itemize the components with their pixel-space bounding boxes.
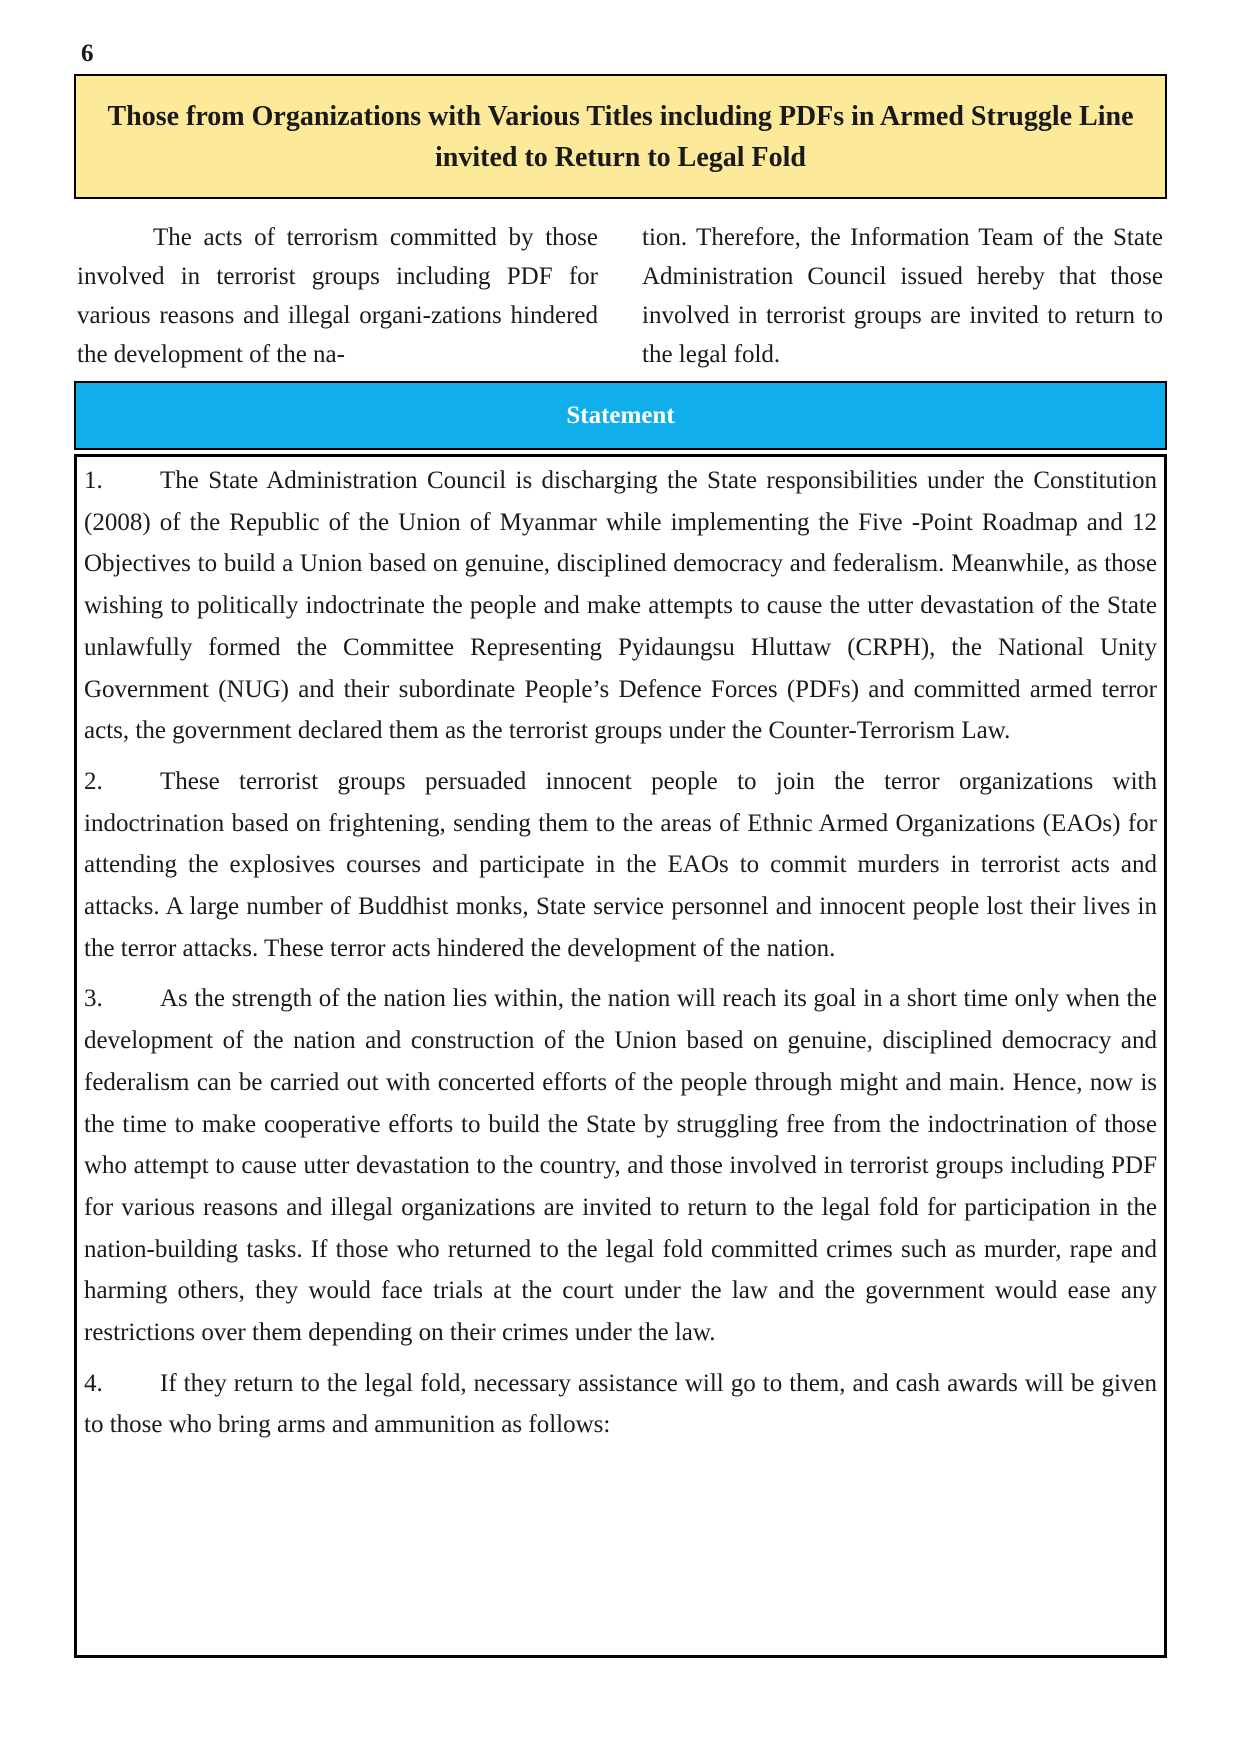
paragraph-number: 1.: [84, 467, 103, 494]
statement-box: [74, 454, 1167, 1658]
page-number: 6: [81, 40, 94, 67]
paragraph-text: The State Administration Council is discharging the State responsibilities under the Constitution (2008) of the Republic of the Union of Myanmar while implementing the Five -Point Roadmap and 12 Objectives to build a Union based on genuine, disciplined democracy and federalism. Meanwhile, as those wishing to politically indoctrinate the people and make attempts to cause the utter devastation of the State unlawfully formed the Committee Representing Pyidaungsu Hluttaw (CRPH), the National Unity Government (NUG) and their subordinate People’s Defence Forces (PDFs) and committed armed terror acts, the government declared them as the terrorist groups under the Counter-Terrorism Law.: [84, 467, 1157, 745]
paragraph-number: 2.: [84, 767, 103, 795]
statement-heading: Statement: [566, 401, 675, 429]
statement-paragraph-3: [84, 978, 1157, 1353]
intro-right-column: tion. Therefore, the Information Team of the State Administration Council issued hereby that those involved in terrorist groups are invited to return to the legal fold.: [642, 224, 1163, 368]
paragraph-text: These terrorist groups persuaded innocent people to join the terror organizations with indoctrination based on frightening, sending them to the areas of Ethnic Armed Organizations (EAOs) for attending the explosives courses and participate in the EAOs to commit murders in terrorist acts and attacks. A large number of Buddhist monks, State service personnel and innocent people lost their lives in the terror attacks. These terror acts hindered the development of the nation.: [84, 767, 1157, 962]
intro-section: [77, 218, 1163, 374]
statement-heading-bar: [74, 381, 1167, 450]
statement-paragraph-1: [84, 460, 1157, 752]
paragraph-text: If they return to the legal fold, necessary assistance will go to them, and cash awards will be given to those who bring arms and ammunition as follows:: [84, 1369, 1157, 1439]
paragraph-text: As the strength of the nation lies within, the nation will reach its goal in a short time only when the development of the nation and construction of the Union based on genuine, disciplined democracy and federalism can be carried out with concerted efforts of the people through might and main. Hence, now is the time to make cooperative efforts to build the State by struggling free from the indoctrination of those who attempt to cause utter devastation to the country, and those involved in terrorist groups including PDF for various reasons and illegal organizations are invited to return to the legal fold for participation in the nation-building tasks. If those who returned to the legal fold committed crimes such as murder, rape and harming others, they would face trials at the court under the law and the government would ease any restrictions over them depending on their crimes under the law.: [84, 985, 1157, 1347]
paragraph-number: 4.: [84, 1369, 103, 1397]
statement-paragraph-4: [84, 1363, 1157, 1446]
intro-left-column: The acts of terrorism committed by those involved in terrorist groups including PDF for various reasons and illegal organi-zations hindered the development of the na-: [77, 224, 598, 368]
statement-paragraph-2: [84, 761, 1157, 970]
article-title: Those from Organizations with Various Titles including PDFs in Armed Struggle Line invited to Return to Legal Fold: [107, 100, 1134, 173]
paragraph-number: 3.: [84, 985, 103, 1013]
article-title-box: [74, 74, 1167, 199]
